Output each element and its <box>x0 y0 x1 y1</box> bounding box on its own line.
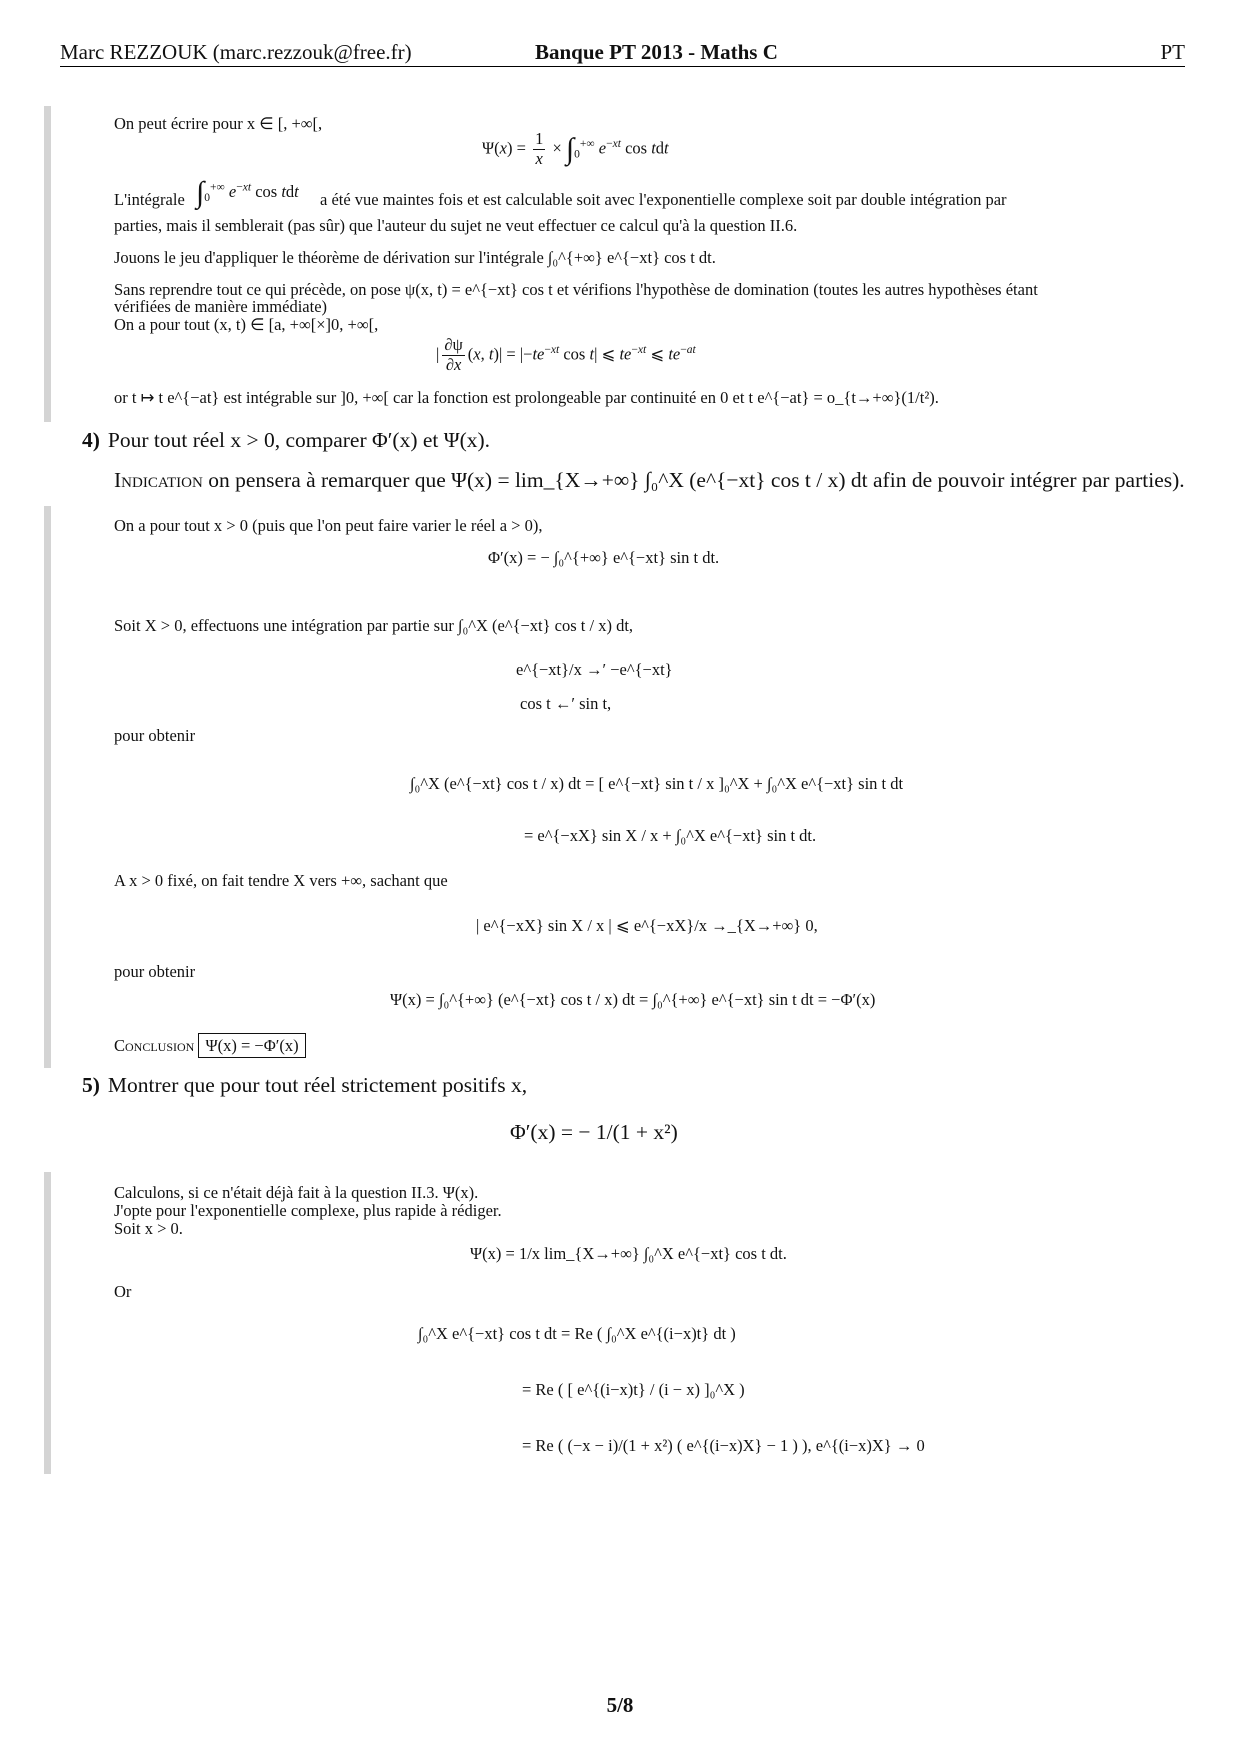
q4-hint-label: Indication <box>114 468 203 492</box>
answer-bar-2 <box>44 506 51 1068</box>
s3-p3: Soit x > 0. <box>114 1219 183 1238</box>
s3-p2: J'opte pour l'exponentielle complexe, plus rapide à rédiger. <box>114 1201 502 1220</box>
s2-ipp-row2: cos t ←′ sin t, <box>520 694 612 713</box>
answer-bar-1 <box>44 106 51 422</box>
answer-bar-3 <box>44 1172 51 1474</box>
conclusion-box: Ψ(x) = −Φ′(x) <box>198 1033 305 1058</box>
s1-p8: or t ↦ t e^{−at} est intégrable sur ]0, +∞[ car la fonction est prolongeable par continuité en 0 et t e^{−at} = o_{t→+∞}(1/t²). <box>114 388 939 407</box>
q4-statement <box>82 428 490 453</box>
q4-text: Pour tout réel x > 0, comparer Φ′(x) et Ψ(x). <box>107 428 491 452</box>
s2-p5: pour obtenir <box>114 962 196 981</box>
s2-eq2a: ∫₀^X (e^{−xt} cos t / x) dt = [ e^{−xt} sin t / x ]₀^X + ∫₀^X e^{−xt} sin t dt <box>410 774 904 793</box>
s1-p7: On a pour tout (x, t) ∈ [a, +∞[×]0, +∞[, <box>114 315 379 334</box>
s3-eq2b: = Re ( [ e^{(i−x)t} / (i − x) ]₀^X ) <box>522 1380 745 1399</box>
q4-hint <box>114 468 1185 493</box>
page-header <box>60 40 1185 67</box>
s1-eq2: | $\frac{\partial\psi}{\partial x}$ (x, $t)| = |-te^{-xt}$ cos t| ⩽ $te^{-xt}$ ⩽ $te^{-at}$ <box>436 335 696 374</box>
s2-p2: Soit X > 0, effectuons une intégration par partie sur ∫₀^X (e^{−xt} cos t / x) dt, <box>114 616 634 635</box>
q5-equation: Φ′(x) = − 1/(1 + x²) <box>510 1120 678 1144</box>
s1-p1: On peut écrire pour x ∈ [, +∞[, <box>114 114 323 133</box>
s3-p4: Or <box>114 1282 132 1301</box>
q4-number: 4) <box>82 428 100 452</box>
s2-p3: pour obtenir <box>114 726 196 745</box>
s1-p5: Sans reprendre tout ce qui précède, on pose ψ(x, t) = e^{−xt} cos t et vérifions l'hypothèse de domination (toutes les autres hypothèses étant <box>114 280 1038 299</box>
q5-statement <box>82 1073 527 1098</box>
s2-p4: A x > 0 fixé, on fait tendre X vers +∞, sachant que <box>114 871 448 890</box>
q5-number: 5) <box>82 1073 100 1097</box>
s2-eq1: Φ′(x) = − ∫₀^{+∞} e^{−xt} sin t dt. <box>488 548 720 567</box>
s2-eq2b: = e^{−xX} sin X / x + ∫₀^X e^{−xt} sin t dt. <box>524 826 817 845</box>
s1-p2a: L'intégrale <box>114 190 185 209</box>
s1-eq1: Ψ(x) = $\frac{1}{x}$ × $\int_0^{+\infty}$ $e^{-xt}$ cos tdt <box>482 129 669 168</box>
s2-eq4: Ψ(x) = ∫₀^{+∞} (e^{−xt} cos t / x) dt = ∫₀^{+∞} e^{−xt} sin t dt = −Φ′(x) <box>390 990 876 1009</box>
q4-hint-text: on pensera à remarquer que Ψ(x) = lim_{X→+∞} ∫₀^X (e^{−xt} cos t / x) dt afin de pouvoir intégrer par parties). <box>208 468 1185 492</box>
s1-p3: parties, mais il semblerait (pas sûr) que l'auteur du sujet ne veut effectuer ce calcul qu'à la question II.6. <box>114 216 798 235</box>
s3-eq1: Ψ(x) = 1/x lim_{X→+∞} ∫₀^X e^{−xt} cos t dt. <box>470 1244 787 1263</box>
s1-p6: vérifiées de manière immédiate) <box>114 297 328 316</box>
s2-p1: On a pour tout x > 0 (puis que l'on peut faire varier le réel a > 0), <box>114 516 543 535</box>
s2-ipp-row1: e^{−xt}/x →′ −e^{−xt} <box>516 660 673 679</box>
q5-text: Montrer que pour tout réel strictement positifs x, <box>107 1073 528 1097</box>
header-title: Banque PT 2013 - Maths C <box>535 40 778 64</box>
header-right: PT <box>1160 40 1185 64</box>
s3-eq2a: ∫₀^X e^{−xt} cos t dt = Re ( ∫₀^X e^{(i−x)t} dt ) <box>418 1324 736 1343</box>
s1-p4: Jouons le jeu d'appliquer le théorème de dérivation sur l'intégrale ∫₀^{+∞} e^{−xt} cos t dt. <box>114 248 716 267</box>
s1-p2b: a été vue maintes fois et est calculable soit avec l'exponentielle complexe soit par double intégration par <box>320 190 1007 209</box>
s3-eq2c: = Re ( (−x − i)/(1 + x²) ( e^{(i−x)X} − 1 ) ), e^{(i−x)X} → 0 <box>522 1436 925 1455</box>
conclusion-label: Conclusion <box>114 1036 195 1055</box>
s2-eq3: | e^{−xX} sin X / x | ⩽ e^{−xX}/x →_{X→+∞} 0, <box>476 916 818 935</box>
s2-conclusion <box>114 1036 306 1055</box>
s1-p2-integral: $\int_0^{+\infty}$ $e^{-xt}$ cos tdt <box>196 176 299 209</box>
s3-p1: Calculons, si ce n'était déjà fait à la question II.3. Ψ(x). <box>114 1183 479 1202</box>
page-number: 5/8 <box>606 1693 634 1717</box>
header-author: Marc REZZOUK (marc.rezzouk@free.fr) <box>60 40 412 64</box>
